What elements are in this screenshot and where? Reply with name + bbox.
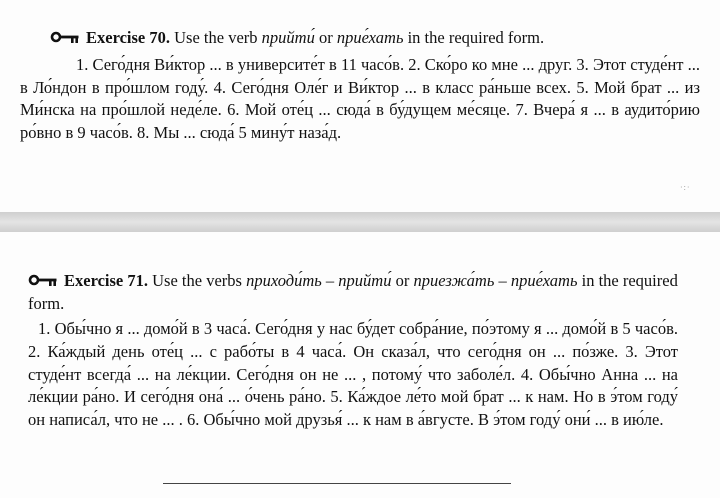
exercise-71-text: 1. Обы́чно я ... домо́й в 3 часа́. Сего́дня у нас бу́дет собра́ние, по́этому я ... домо́й в 5 часо́в. 2. Ка́ждый день оте́ц ... с рабо́ты в 4 часа́. Он сказа́л, что сего́дня он ... по́зже. 3. Этот студе́нт всегда́ ... на ле́кции. Сего́дня он не ... , потому́ что заболе́л. 4. Обы́чно Анна ... на ле́кции ра́но. И сего́дня она́ ... о́чень ра́но. 5. Ка́ждое ле́то мой брат ... к нам. Но в э́том году́ он написа́л, что не ... . 6. Обы́чно мой друзья́ ... к нам в а́вгусте. В э́том году́ они́ ... в ию́ле.	[28, 319, 678, 430]
page-exercise-71	[0, 232, 720, 498]
scan-speck: ·:·	[680, 183, 691, 192]
exercise-70-instruction-end: in the required form.	[403, 28, 545, 47]
exercise-70-or: or	[314, 28, 337, 47]
exercise-70-number: Exercise 70.	[86, 28, 171, 47]
exercise-70-verb-2: прие́хать	[336, 28, 404, 47]
exercise-71-verbs-1: приходи́ть – прийти́	[246, 271, 392, 290]
exercise-71-instruction-start: Use the verbs	[148, 271, 247, 290]
exercise-71-heading	[28, 270, 688, 314]
page-gap	[0, 212, 720, 232]
key-icon	[28, 272, 58, 293]
exercise-71-verbs-2: приезжа́ть – прие́хать	[413, 271, 578, 290]
key-icon	[50, 30, 80, 49]
page-exercise-70	[0, 0, 720, 212]
exercise-70-verb-1: прийти́	[261, 28, 315, 47]
exercise-71-or: or	[391, 271, 414, 290]
footer-rule	[163, 483, 511, 484]
exercise-70-text: 1. Сего́дня Ви́ктор ... в университе́т в 11 часо́в. 2. Ско́ро ко мне ... друг. 3. Этот студе́нт ... в Ло́ндон в про́шлом году́. 4. Сего́дня Оле́г и Ви́ктор ... в класс ра́ньше всех. 5. Мой брат ... из Ми́нска на про́шлой неде́ле. 6. Мой оте́ц ... сюда́ в бу́дущем ме́сяце. 7. Вчера́ я ... в аудито́рию ро́вно в 9 часо́в. 8. Мы ... сюда́ 5 мину́т наза́д.	[20, 55, 700, 142]
exercise-71-number: Exercise 71.	[64, 271, 149, 290]
exercise-71-instruction-end: in the required form.	[28, 271, 678, 313]
exercise-70-heading	[50, 28, 544, 49]
exercise-70-instruction-start: Use the verb	[170, 28, 262, 47]
